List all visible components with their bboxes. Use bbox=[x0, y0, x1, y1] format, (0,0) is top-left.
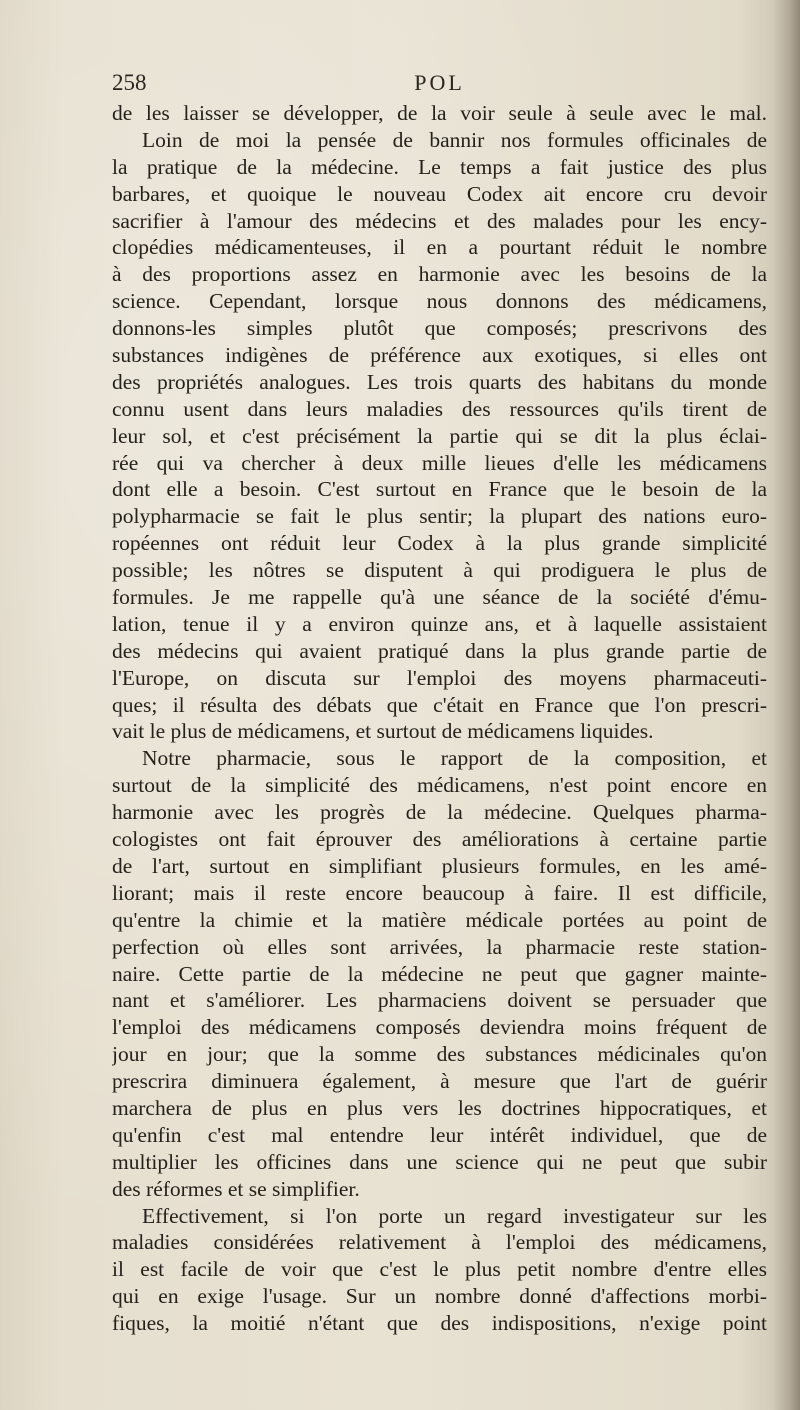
page-gutter-shadow bbox=[772, 0, 800, 1410]
text-line: l'emploi des médicamens composés deviendra moins fréquent de bbox=[112, 1015, 767, 1040]
text-line: science. Cependant, lorsque nous donnons des médicamens, bbox=[112, 289, 767, 314]
text-line: sacrifier à l'amour des médecins et des malades pour les ency- bbox=[112, 208, 767, 233]
text-line: barbares, et quoique le nouveau Codex ait encore cru devoir bbox=[112, 181, 767, 206]
text-line: dont elle a besoin. C'est surtout en France que le besoin de la bbox=[112, 477, 767, 502]
text-line: perfection où elles sont arrivées, la pharmacie reste station- bbox=[112, 934, 767, 959]
text-line: harmonie avec les progrès de la médecine. Quelques pharma- bbox=[112, 800, 767, 825]
text-line: liorant; mais il reste encore beaucoup à faire. Il est difficile, bbox=[112, 880, 767, 905]
page-number: 258 bbox=[112, 70, 147, 95]
text-line: substances indigènes de préférence aux exotiques, si elles ont bbox=[112, 343, 767, 368]
text-line: lation, tenue il y a environ quinze ans, et à laquelle assistaient bbox=[112, 611, 767, 636]
text-line: qu'enfin c'est mal entendre leur intérêt individuel, que de bbox=[112, 1122, 767, 1147]
text-line: polypharmacie se fait le plus sentir; la plupart des nations euro- bbox=[112, 504, 767, 529]
text-line: cologistes ont fait éprouver des améliorations à certaine partie bbox=[112, 827, 767, 852]
text-line: ropéennes ont réduit leur Codex à la plus grande simplicité bbox=[112, 531, 767, 556]
text-line: possible; les nôtres se disputent à qui prodiguera le plus de bbox=[112, 558, 767, 583]
text-line: des médecins qui avaient pratiqué dans la plus grande partie de bbox=[112, 638, 767, 663]
text-line: l'Europe, on discuta sur l'emploi des moyens pharmaceuti- bbox=[112, 665, 767, 690]
text-line: de les laisser se développer, de la voir seule à seule avec le mal. bbox=[112, 101, 767, 125]
text-line: il est facile de voir que c'est le plus petit nombre d'entre elles bbox=[112, 1257, 767, 1282]
text-line: prescrira diminuera également, à mesure que l'art de guérir bbox=[112, 1069, 767, 1094]
text-line: rée qui va chercher à deux mille lieues d'elle les médicamens bbox=[112, 450, 767, 475]
text-line: qu'entre la chimie et la matière médicale portées au point de bbox=[112, 907, 767, 932]
text-line: jour en jour; que la somme des substances médicinales qu'on bbox=[112, 1042, 767, 1067]
text-line: marchera de plus en plus vers les doctrines hippocratiques, et bbox=[112, 1095, 767, 1120]
text-line: formules. Je me rappelle qu'à une séance de la société d'ému- bbox=[112, 585, 767, 610]
text-line: Notre pharmacie, sous le rapport de la composition, et bbox=[142, 746, 767, 771]
text-line: qui en exige l'usage. Sur un nombre donné d'affections morbi- bbox=[112, 1284, 767, 1309]
text-line: des réformes et se simplifier. bbox=[112, 1176, 360, 1201]
text-line: vait le plus de médicamens, et surtout de médicamens liquides. bbox=[112, 719, 654, 744]
text-line: donnons-les simples plutôt que composés; prescrivons des bbox=[112, 316, 767, 341]
text-line: leur sol, et c'est précisément la partie qui se dit la plus éclai- bbox=[112, 423, 767, 448]
page-header bbox=[112, 70, 767, 102]
text-line: Loin de moi la pensée de bannir nos formules officinales de bbox=[142, 127, 767, 152]
text-line: connu usent dans leurs maladies des ressources qu'ils tirent de bbox=[112, 396, 767, 421]
text-line: la pratique de la médecine. Le temps a fait justice des plus bbox=[112, 154, 767, 179]
text-line: fiques, la moitié n'étant que des indispositions, n'exige point bbox=[112, 1311, 767, 1336]
text-line: multiplier les officines dans une science qui ne peut que subir bbox=[112, 1149, 767, 1174]
text-line: surtout de la simplicité des médicamens, n'est point encore en bbox=[112, 773, 767, 798]
text-line: ques; il résulta des débats que c'était en France que l'on prescri- bbox=[112, 692, 767, 717]
text-line: des propriétés analogues. Les trois quarts des habitans du monde bbox=[112, 369, 767, 394]
running-head: POL bbox=[414, 70, 465, 95]
text-line: nant et s'améliorer. Les pharmaciens doivent se persuader que bbox=[112, 988, 767, 1013]
text-line: de l'art, surtout en simplifiant plusieurs formules, en les amé- bbox=[112, 853, 767, 878]
body-text bbox=[112, 100, 767, 1337]
text-line: Effectivement, si l'on porte un regard investigateur sur les bbox=[142, 1203, 767, 1228]
text-line: à des proportions assez en harmonie avec les besoins de la bbox=[112, 262, 767, 287]
text-line: clopédies médicamenteuses, il en a pourtant réduit le nombre bbox=[112, 235, 767, 260]
text-line: maladies considérées relativement à l'emploi des médicamens, bbox=[112, 1230, 767, 1255]
text-line: naire. Cette partie de la médecine ne peut que gagner mainte- bbox=[112, 961, 767, 986]
